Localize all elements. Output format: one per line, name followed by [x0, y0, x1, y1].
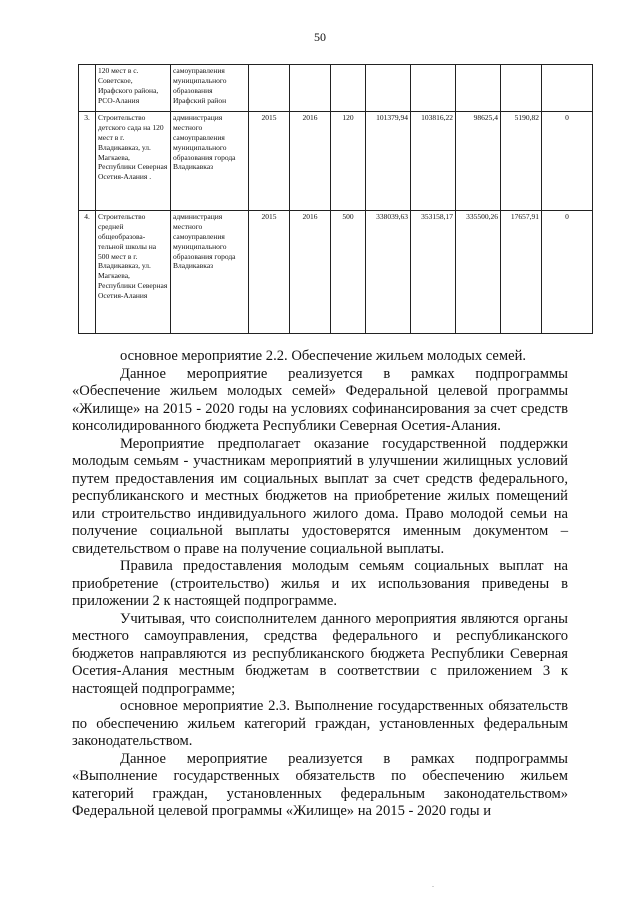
cell-executor: самоуправления муниципального образования Ирафский район — [171, 65, 249, 112]
cell-executor: администрация местного самоуправления муниципального образования города Владикавказ — [171, 112, 249, 211]
cell-year-end: 2016 — [290, 211, 331, 334]
cell-value-3: 335500,26 — [456, 211, 501, 334]
cell-year-start: 2015 — [249, 112, 290, 211]
cell-capacity: 500 — [331, 211, 366, 334]
cell-year-start — [249, 65, 290, 112]
table-row — [79, 112, 593, 211]
cell-value-5 — [542, 65, 593, 112]
cell-value-3 — [456, 65, 501, 112]
paragraph: Правила предоставления молодым семьям социальных выплат на приобретение (строительство) жилья и их использования приведены в приложении 2 к настоящей подпрограмме. — [72, 558, 568, 609]
paragraph: Данное мероприятие реализуется в рамках подпрограммы «Обеспечение жильем молодых семей» Федеральной целевой программы «Жилище» на 2015 - 2020 годы на условиях софинансирования за счет средств консолидированного бюджета Республики Северная Осетия-Алания. — [72, 365, 568, 434]
cell-value-5: 0 — [542, 211, 593, 334]
cell-value-1: 101379,94 — [366, 112, 411, 211]
paragraph: Мероприятие предполагает оказание государственной поддержки молодым семьям - участникам мероприятий в улучшении жилищных условий путем предоставления им социальных выплат за счет средств федерального, республиканского и местных бюджетов на приобретение жилых помещений или строительство индивидуального жилого дома. Право молодой семьи на получение социальной выплаты удостоверятся именным документом – свидетельством о праве на получение социальной выплаты. — [72, 435, 568, 557]
cell-value-4 — [501, 65, 542, 112]
table-row — [79, 65, 593, 112]
cell-value-2: 353158,17 — [411, 211, 456, 334]
cell-executor: администрация местного самоуправления муниципального образования города Владикавказ — [171, 211, 249, 334]
paragraph: Данное мероприятие реализуется в рамках подпрограммы «Выполнение государственных обязательств по обеспечению жильем категорий граждан, установленных федеральным законодательством» Федеральной целевой программы «Жилище» на 2015 - 2020 годы и — [72, 750, 568, 819]
cell-value-1: 338039,63 — [366, 211, 411, 334]
cell-value-2 — [411, 65, 456, 112]
cell-value-1 — [366, 65, 411, 112]
paragraph: Учитывая, что соисполнителем данного мероприятия являются органы местного самоуправления, средства федерального и республиканского бюджетов направляются из республиканского бюджета Республики Северная Осетия-Алания местным бюджетам в соответствии с приложением 3 к настоящей подпрограмме; — [72, 610, 568, 697]
cell-name: Строительство средней общеобразова-тельной школы на 500 мест в г. Владикавказ, ул. Магкаева, Республики Северная Осетия-Алания — [96, 211, 171, 334]
cell-name: Строительство детского сада на 120 мест в г. Владикавказ, ул. Магкаева, Республики Северная Осетия-Алания . — [96, 112, 171, 211]
construction-table — [78, 64, 593, 334]
body-text — [72, 348, 568, 821]
cell-value-5: 0 — [542, 112, 593, 211]
cell-capacity — [331, 65, 366, 112]
paragraph: основное мероприятие 2.2. Обеспечение жильем молодых семей. — [120, 348, 527, 364]
cell-year-start: 2015 — [249, 211, 290, 334]
cell-year-end — [290, 65, 331, 112]
cell-num — [79, 65, 96, 112]
cell-name: 120 мест в с. Советское, Ирафского района, РСО-Алания — [96, 65, 171, 112]
cell-num: 4. — [79, 211, 96, 334]
footer-mark: . — [432, 880, 434, 889]
table-row — [79, 211, 593, 334]
cell-value-2: 103816,22 — [411, 112, 456, 211]
cell-num: 3. — [79, 112, 96, 211]
cell-value-4: 5190,82 — [501, 112, 542, 211]
cell-value-4: 17657,91 — [501, 211, 542, 334]
cell-value-3: 98625,4 — [456, 112, 501, 211]
paragraph: основное мероприятие 2.3. Выполнение государственных обязательств по обеспечению жильем категорий граждан, установленных федеральным законодательством. — [72, 698, 568, 749]
cell-year-end: 2016 — [290, 112, 331, 211]
page-number: 50 — [314, 30, 326, 44]
cell-capacity: 120 — [331, 112, 366, 211]
